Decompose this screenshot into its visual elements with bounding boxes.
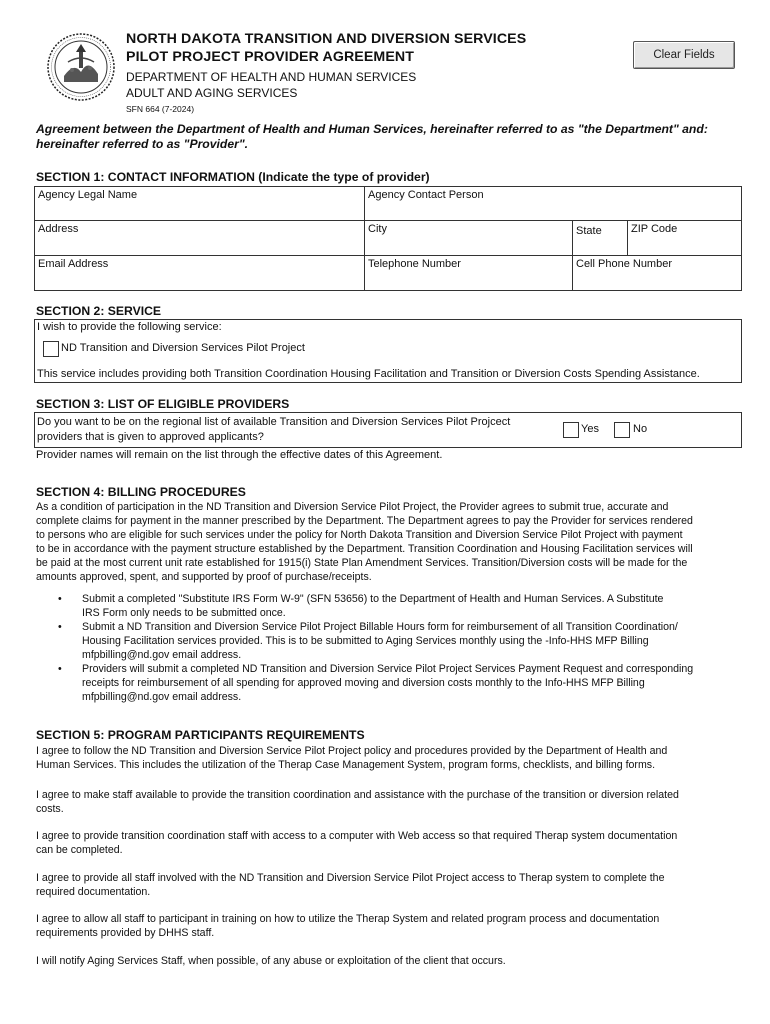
city-field[interactable] [364, 220, 573, 256]
city-label: City [368, 223, 387, 235]
requirement-line: required documentation. [36, 886, 151, 898]
form-title-line1: NORTH DAKOTA TRANSITION AND DIVERSION SERVICES [126, 31, 527, 47]
requirement-line: I will notify Aging Services Staff, when possible, of any abuse or exploitation of the client that occurs. [36, 955, 506, 967]
department-line2: ADULT AND AGING SERVICES [126, 86, 298, 100]
billing-paragraph [36, 500, 740, 584]
address-label: Address [38, 223, 79, 235]
section1-title: SECTION 1: CONTACT INFORMATION (Indicate the type of provider) [36, 170, 430, 184]
bullet-line: receipts for reimbursement of all spending for approved moving and diversion costs monthly to the Info-HHS MFP Billing [82, 677, 645, 689]
bullet-line: Submit a completed "Substitute IRS Form W-9" (SFN 53656) to the Department of Health and Human Services. A Substitute [82, 593, 664, 605]
requirement-paragraph [36, 744, 740, 772]
form-title-line2: PILOT PROJECT PROVIDER AGREEMENT [126, 49, 415, 65]
no-label: No [633, 423, 648, 435]
address-field[interactable] [34, 220, 365, 256]
bullet-dot: • [58, 663, 62, 675]
service-note: This service includes providing both Transition Coordination Housing Facilitation and Transition or Diversion Costs Spending Assistance. [37, 368, 700, 380]
billing-line: be paid at the most current unit rate established for 1915(i) State Plan Amendment Services. Transition/Diversion costs will be made for the [36, 557, 688, 569]
state-seal-icon [46, 32, 116, 102]
section5-title: SECTION 5: PROGRAM PARTICIPANTS REQUIREMENTS [36, 728, 365, 742]
billing-line: amounts approved, spent, and supported by proof of purchase/receipts. [36, 571, 372, 583]
service-option-label: ND Transition and Diversion Services Pilot Project [61, 342, 305, 354]
department-line1: DEPARTMENT OF HEALTH AND HUMAN SERVICES [126, 70, 417, 84]
requirement-line: costs. [36, 803, 64, 815]
agency-legal-name-field[interactable] [34, 186, 365, 221]
zip-code-label: ZIP Code [631, 223, 678, 235]
billing-line: complete claims for payment in the manner prescribed by the Department. The Department agrees to pay the Provider for services rendered [36, 515, 693, 527]
requirement-line: requirements provided by DHHS staff. [36, 927, 215, 939]
service-checkbox[interactable] [43, 341, 59, 357]
bullet-line: mfpbilling@nd.gov email address. [82, 691, 242, 703]
cell-phone-number-label: Cell Phone Number [576, 258, 672, 270]
header-block [126, 30, 526, 114]
requirement-line: I agree to allow all staff to participant in training on how to utilize the Therap System and related program process and documentation [36, 913, 660, 925]
eligible-question-line2: providers that is given to approved applicants? [37, 431, 264, 443]
requirement-line: Human Services. This includes the utilization of the Therap Case Management System, program forms, checklists, and billing forms. [36, 759, 656, 771]
zip-code-field[interactable] [627, 220, 742, 256]
bullet-line: mfpbilling@nd.gov email address. [82, 649, 242, 661]
requirement-paragraph [36, 788, 740, 816]
agency-legal-name-label: Agency Legal Name [38, 189, 138, 201]
billing-line: to be in accordance with the payment structure established by the Department. Transition Coordination and Housing Facilitation services will [36, 543, 693, 555]
requirement-paragraph [36, 954, 740, 968]
state-field[interactable] [572, 220, 628, 256]
requirement-line: I agree to provide transition coordination staff with access to a computer with Web access so that required Therap system documentation [36, 830, 678, 842]
agency-contact-person-label: Agency Contact Person [368, 189, 484, 201]
state-label: State [576, 225, 602, 237]
bullet-line: Submit a ND Transition and Diversion Service Pilot Project Billable Hours form for reimbursement of all Transition Coordination/ [82, 621, 678, 633]
form-number: SFN 664 (7-2024) [126, 104, 195, 114]
email-address-field[interactable] [34, 255, 365, 291]
yes-checkbox[interactable] [563, 422, 579, 438]
telephone-number-label: Telephone Number [368, 258, 461, 270]
agreement-intro: Agreement between the Department of Health and Human Services, hereinafter referred to as "the Department" and: hereinafter referred to as "Provider". [36, 122, 708, 151]
requirement-line: can be completed. [36, 844, 123, 856]
bullet-line: Providers will submit a completed ND Transition and Diversion Service Pilot Project Services Payment Request and corresponding [82, 663, 694, 675]
requirement-line: I agree to make staff available to provide the transition coordination and assistance with the purchase of the transition or diversion related [36, 789, 679, 801]
cell-phone-number-field[interactable] [572, 255, 742, 291]
requirement-paragraph [36, 912, 740, 940]
telephone-number-field[interactable] [364, 255, 573, 291]
requirement-paragraph [36, 871, 740, 899]
bullet-dot: • [58, 593, 62, 605]
bullet-line: IRS Form only needs to be submitted once. [82, 607, 286, 619]
email-address-label: Email Address [38, 258, 109, 270]
eligible-note: Provider names will remain on the list through the effective dates of this Agreement. [36, 449, 443, 461]
agency-contact-person-field[interactable] [364, 186, 742, 221]
requirement-paragraph [36, 829, 740, 857]
no-checkbox[interactable] [614, 422, 630, 438]
requirement-line: I agree to follow the ND Transition and Diversion Service Pilot Project policy and procedures provided by the Department of Health and [36, 745, 668, 757]
requirement-line: I agree to provide all staff involved with the ND Transition and Diversion Service Pilot Project access to Therap system to complete the [36, 872, 665, 884]
section4-title: SECTION 4: BILLING PROCEDURES [36, 485, 246, 499]
bullet-dot: • [58, 621, 62, 633]
contact-table [34, 186, 742, 291]
billing-line: to persons who are eligible for such services under the policy for North Dakota Transition and Diversion Service Pilot Project with payment [36, 529, 683, 541]
clear-fields-button[interactable]: Clear Fields [633, 41, 735, 69]
yes-label: Yes [581, 423, 599, 435]
eligible-question-line1: Do you want to be on the regional list of available Transition and Diversion Services Pilot Projcect [37, 416, 511, 428]
bullet-line: Housing Facilitation services provided. This is to be submitted to Aging Services monthly using the -Info-HHS MFP Billing [82, 635, 649, 647]
billing-line: As a condition of participation in the ND Transition and Diversion Service Pilot Project, the Provider agrees to submit true, accurate and [36, 501, 669, 513]
service-prompt: I wish to provide the following service: [37, 321, 222, 333]
section2-title: SECTION 2: SERVICE [36, 304, 162, 318]
section3-title: SECTION 3: LIST OF ELIGIBLE PROVIDERS [36, 397, 290, 411]
